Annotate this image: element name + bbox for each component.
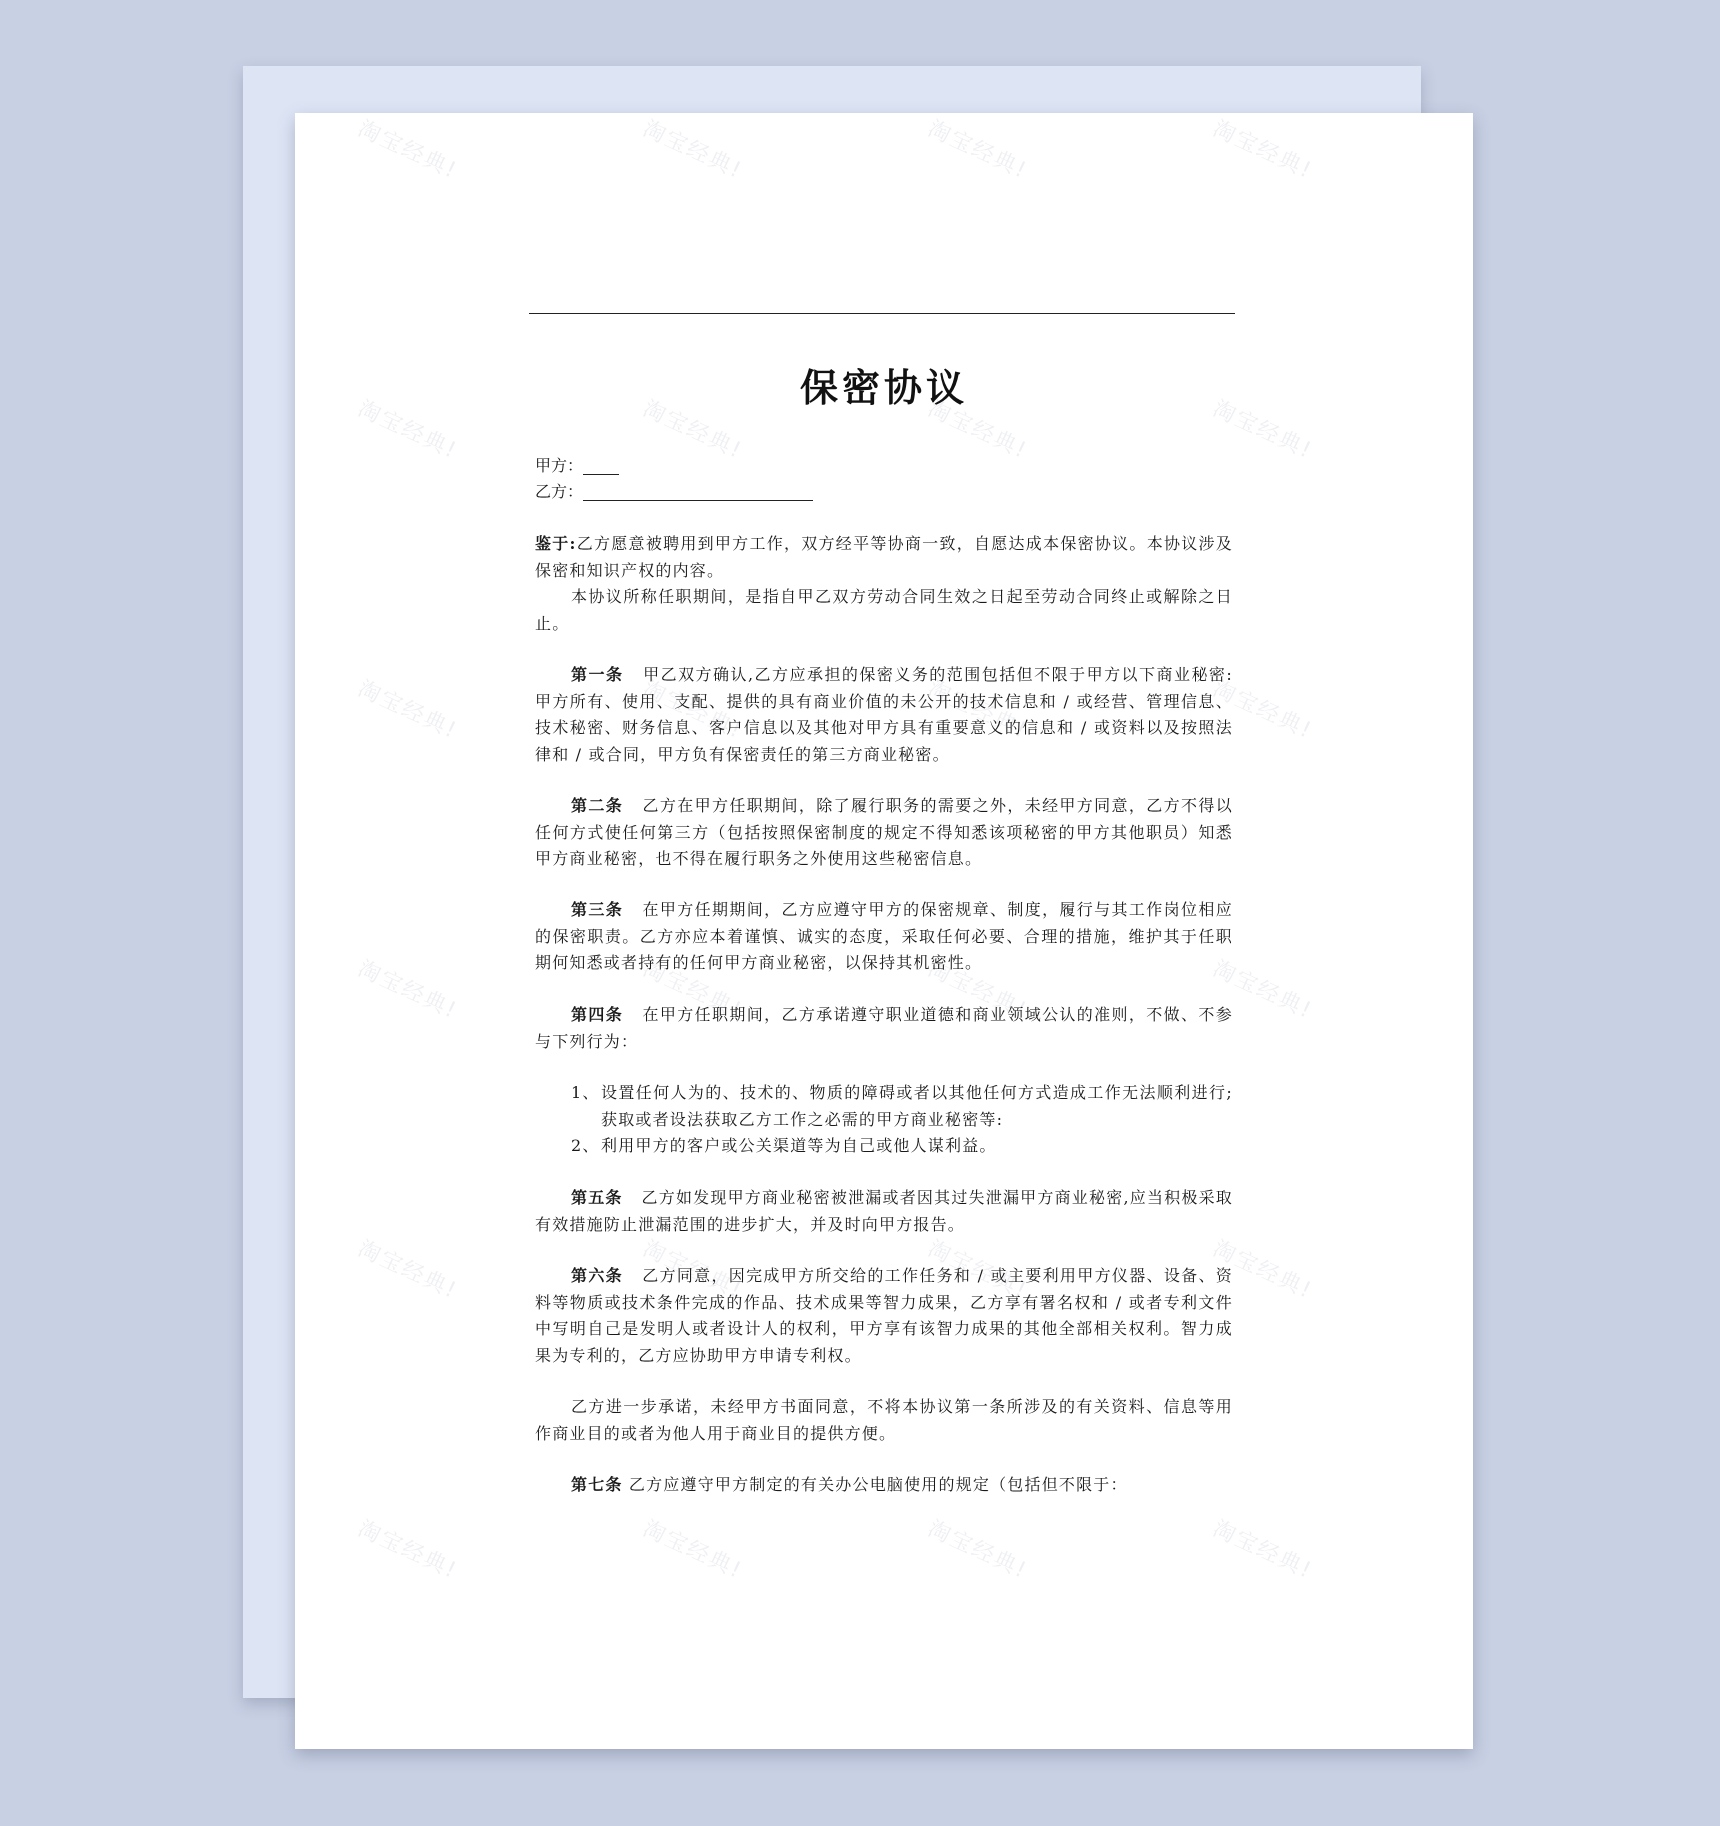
- preamble-text: 乙方愿意被聘用到甲方工作，双方经平等协商一致，自愿达成本保密协议。本协议涉及保密和知识产权的内容。: [535, 534, 1233, 580]
- article-1-label: 第一条: [571, 665, 624, 684]
- watermark-text: 淘宝经典!: [353, 116, 462, 185]
- watermark-text: 淘宝经典!: [1208, 396, 1317, 465]
- document-page: [295, 113, 1473, 1749]
- article-4-text: 在甲方任职期间，乙方承诺遵守职业道德和商业领域公认的准则，不做、不参与下列行为：: [535, 1005, 1233, 1051]
- article-1: [535, 662, 1233, 768]
- watermark-text: 淘宝经典!: [353, 676, 462, 745]
- watermark-text: 淘宝经典!: [923, 956, 1032, 1025]
- watermark-text: 淘宝经典!: [353, 956, 462, 1025]
- article-7-text: 乙方应遵守甲方制定的有关办公电脑使用的规定（包括但不限于：: [628, 1475, 1128, 1494]
- article-1-text: 甲乙双方确认,乙方应承担的保密义务的范围包括但不限于甲方以下商业秘密:甲方所有、使用、支配、提供的具有商业价值的未公开的技术信息和 / 或经营、管理信息、技术秘密、财务信息、客户信息以及其他对甲方具有重要意义的信息和 / 或资料以及按照法律和 / 或合同，甲方负有保密责任的第三方商业秘密。: [535, 665, 1233, 764]
- article-5-text: 乙方如发现甲方商业秘密被泄漏或者因其过失泄漏甲方商业秘密,应当积极采取有效措施防止泄漏范围的进步扩大，并及时向甲方报告。: [535, 1188, 1233, 1234]
- watermark-text: 淘宝经典!: [353, 396, 462, 465]
- list-item-number: 2、: [571, 1136, 600, 1155]
- watermark-text: 淘宝经典!: [353, 1236, 462, 1305]
- list-item: [571, 1133, 1233, 1160]
- list-item-number: 1、: [571, 1083, 600, 1102]
- list-item-text: 设置任何人为的、技术的、物质的障碍或者以其他任何方式造成工作无法顺利进行;获取或者设法获取乙方工作之必需的甲方商业秘密等:: [601, 1083, 1233, 1129]
- watermark-text: 淘宝经典!: [923, 116, 1032, 185]
- watermark-text: 淘宝经典!: [638, 676, 747, 745]
- article-6-label: 第六条: [571, 1266, 623, 1285]
- further-commitment: 乙方进一步承诺，未经甲方书面同意，不将本协议第一条所涉及的有关资料、信息等用作商业目的或者为他人用于商业目的提供方便。: [535, 1397, 1233, 1443]
- watermark-text: 淘宝经典!: [353, 1516, 462, 1585]
- article-7: [535, 1472, 1233, 1499]
- watermark-text: 淘宝经典!: [923, 676, 1032, 745]
- article-3-text: 在甲方任期期间，乙方应遵守甲方的保密规章、制度，履行与其工作岗位相应的保密职责。乙方亦应本着谨慎、诚实的态度，采取任何必要、合理的措施，维护其于任职期何知悉或者持有的任何甲方商业秘密，以保持其机密性。: [535, 900, 1233, 972]
- article-2: [535, 793, 1233, 873]
- watermark-text: 淘宝经典!: [1208, 956, 1317, 1025]
- watermark-text: 淘宝经典!: [638, 1516, 747, 1585]
- article-2-label: 第二条: [571, 796, 624, 815]
- article-7-label: 第七条: [571, 1475, 623, 1494]
- party-b-line: [535, 479, 813, 505]
- watermark-text: 淘宝经典!: [923, 1516, 1032, 1585]
- watermark-text: 淘宝经典!: [1208, 676, 1317, 745]
- preamble-lead: 鉴于:: [535, 534, 577, 553]
- party-a-label: 甲方：: [535, 456, 584, 475]
- header-rule: [529, 313, 1235, 314]
- watermark-text: 淘宝经典!: [1208, 1516, 1317, 1585]
- preamble: [535, 531, 1233, 584]
- watermark-text: 淘宝经典!: [1208, 116, 1317, 185]
- watermark-text: 淘宝经典!: [638, 1236, 747, 1305]
- article-3: [535, 897, 1233, 977]
- article-4: [535, 1002, 1233, 1055]
- watermark-text: 淘宝经典!: [923, 396, 1032, 465]
- party-b-blank: [583, 482, 813, 501]
- article-6-text: 乙方同意，因完成甲方所交给的工作任务和 / 或主要利用甲方仪器、设备、资料等物质或技术条件完成的作品、技术成果等智力成果，乙方享有署名权和 / 或者专利文件中写明自己是发明人或者设计人的权利，甲方享有该智力成果的其他全部相关权利。智力成果为专利的，乙方应协助甲方申请专利权。: [535, 1266, 1234, 1365]
- watermark-text: 淘宝经典!: [638, 396, 747, 465]
- article-6: [535, 1263, 1233, 1369]
- article-5-label: 第五条: [571, 1188, 623, 1207]
- article-5: [535, 1185, 1233, 1238]
- watermark-text: 淘宝经典!: [1208, 1236, 1317, 1305]
- watermark-text: 淘宝经典!: [923, 1236, 1032, 1305]
- list-item: [571, 1080, 1233, 1133]
- party-a-line: [535, 453, 619, 479]
- article-2-text: 乙方在甲方任职期间，除了履行职务的需要之外，未经甲方同意，乙方不得以任何方式使任何第三方（包括按照保密制度的规定不得知悉该项秘密的甲方其他职员）知悉甲方商业秘密，也不得在履行职务之外使用这些秘密信息。: [535, 796, 1233, 868]
- party-a-blank: [583, 456, 619, 475]
- list-item-text: 利用甲方的客户或公关渠道等为自己或他人谋利益。: [601, 1136, 997, 1155]
- article-4-label: 第四条: [571, 1005, 624, 1024]
- article-3-label: 第三条: [571, 900, 624, 919]
- definition-paragraph: 本协议所称任职期间，是指自甲乙双方劳动合同生效之日起至劳动合同终止或解除之日止。: [535, 587, 1233, 633]
- document-title: 保密协议: [799, 365, 968, 410]
- party-b-label: 乙方：: [535, 482, 584, 501]
- watermark-text: 淘宝经典!: [638, 956, 747, 1025]
- watermark-text: 淘宝经典!: [638, 116, 747, 185]
